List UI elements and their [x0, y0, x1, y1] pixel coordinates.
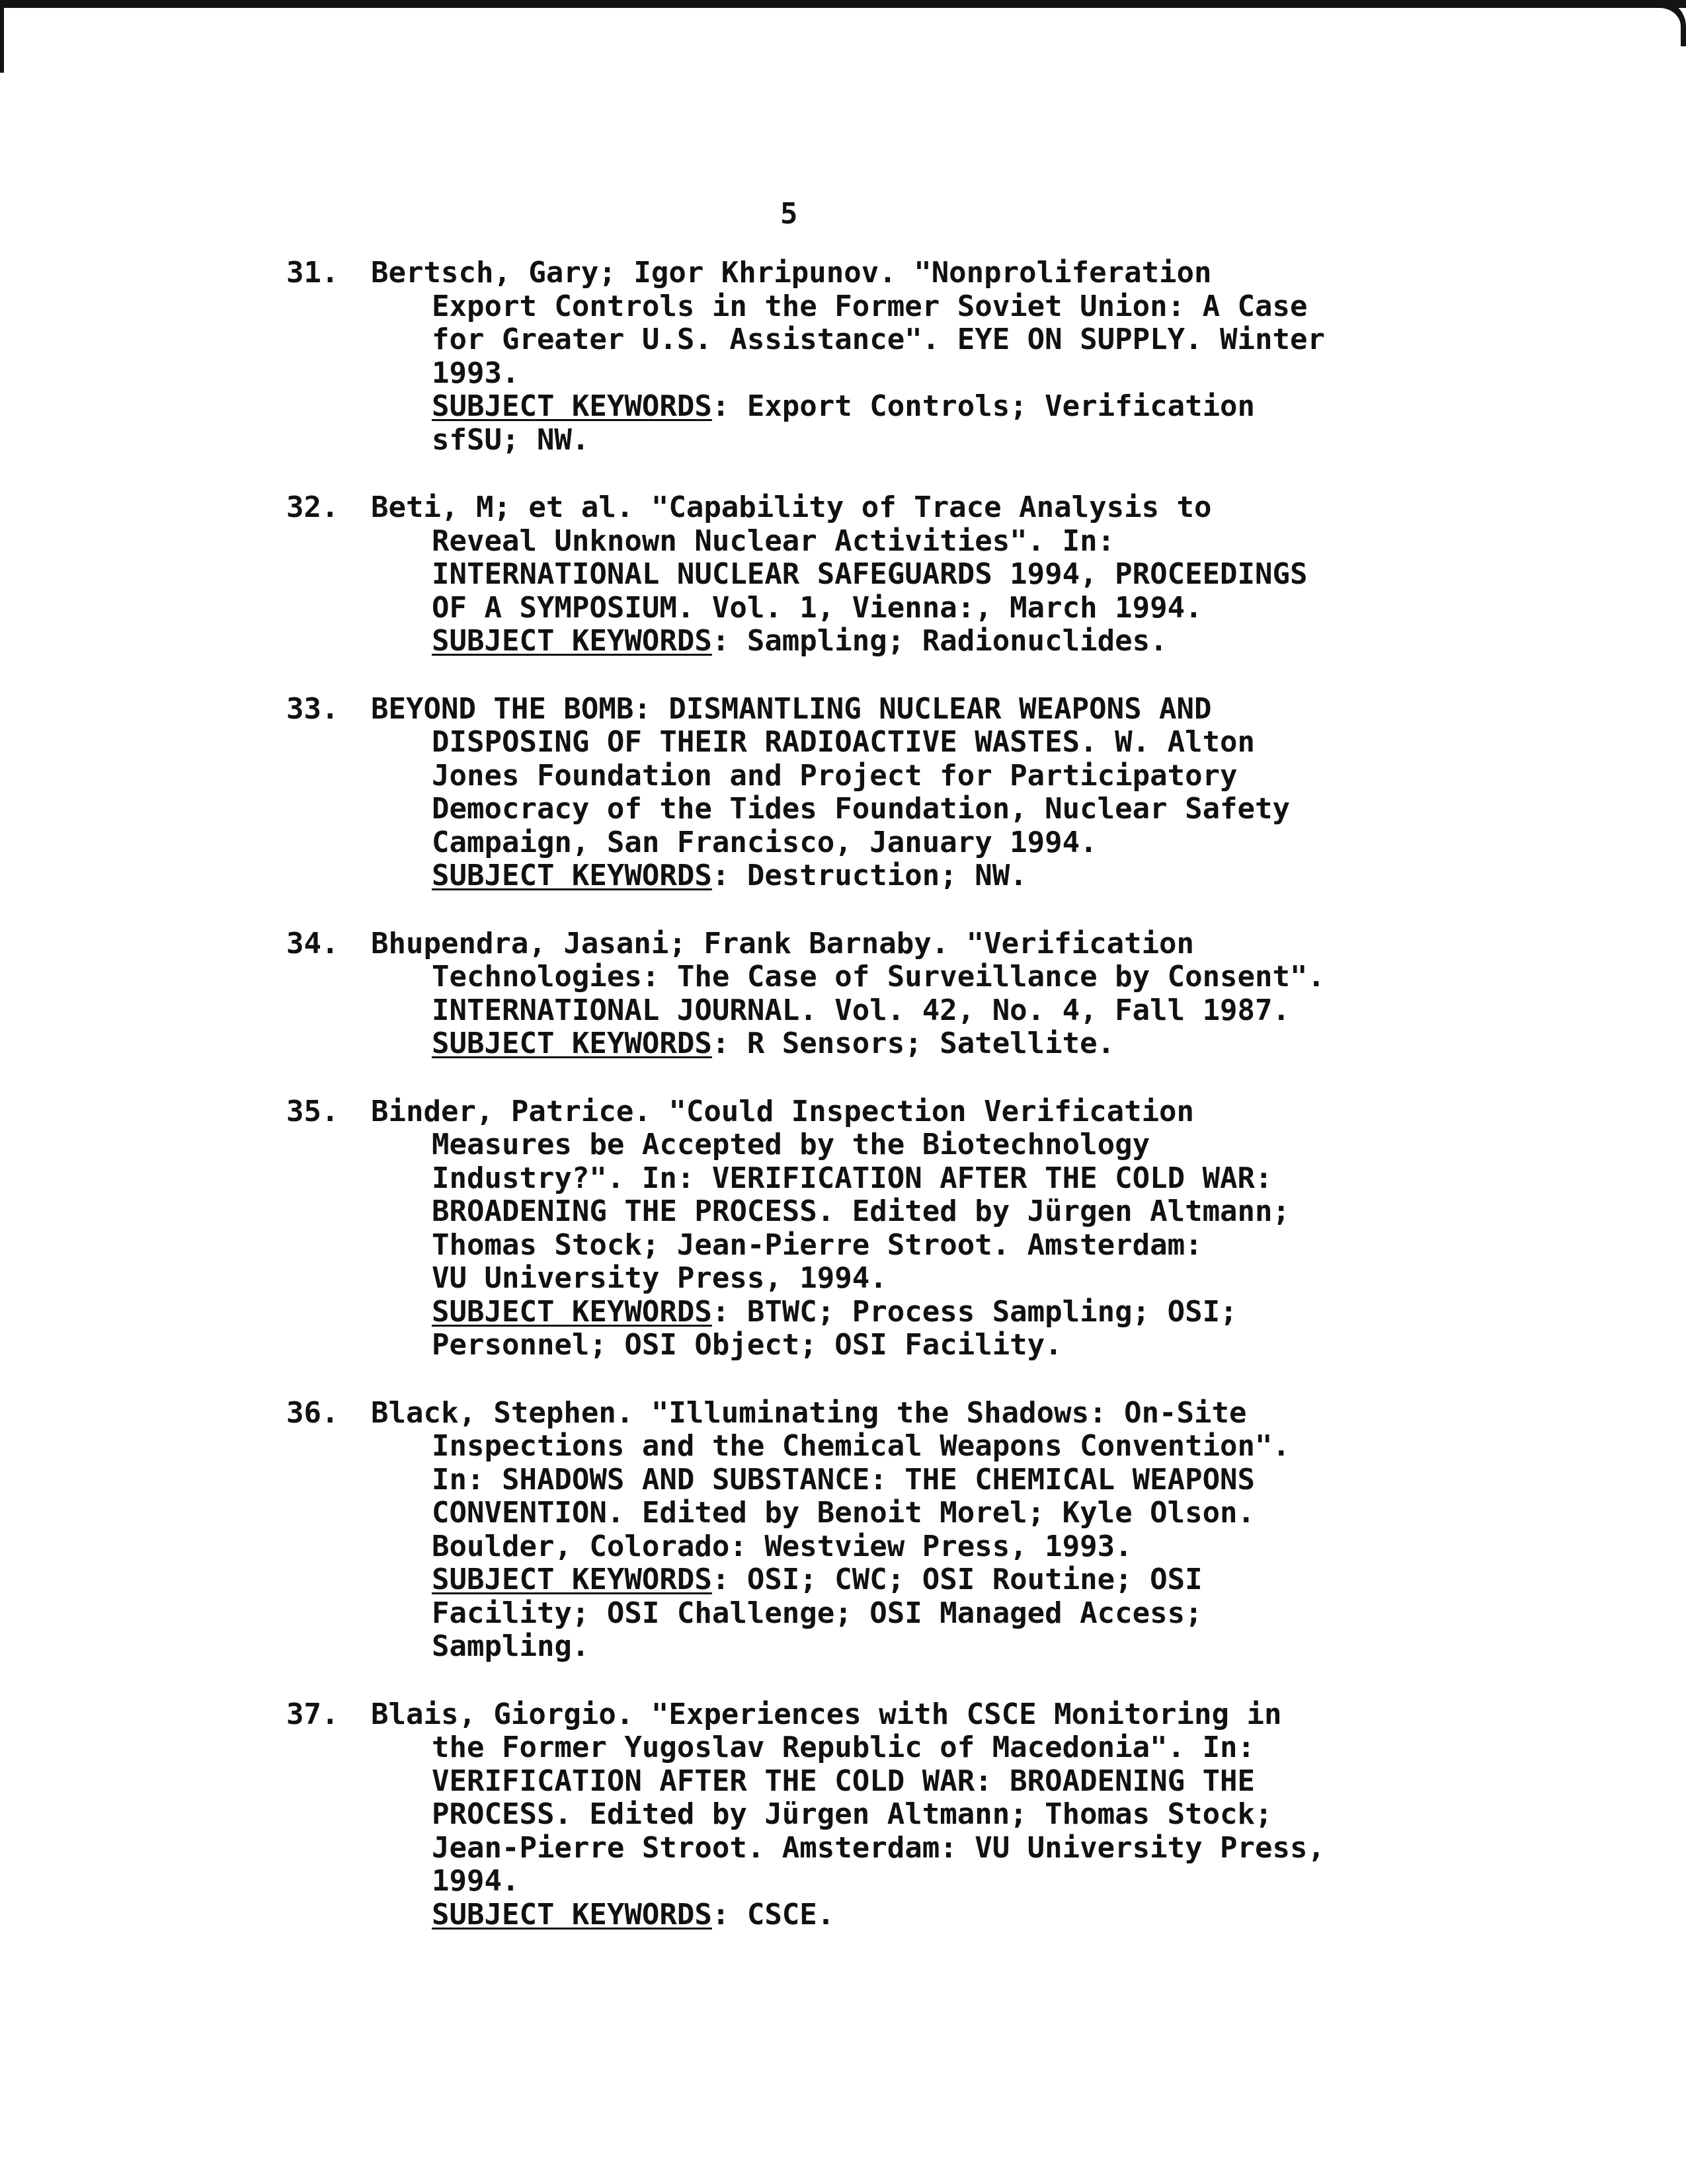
bibliography-list	[286, 256, 1476, 1966]
subject-keywords-continued: Sampling.	[432, 1629, 590, 1663]
entry-line: INTERNATIONAL NUCLEAR SAFEGUARDS 1994, PROCEEDINGS	[432, 557, 1308, 591]
entry-text: BEYOND THE BOMB: DISMANTLING NUCLEAR WEAPONS AND	[371, 691, 1212, 726]
entry-number: 37.	[286, 1697, 339, 1731]
subject-keywords-value: : BTWC; Process Sampling; OSI;	[711, 1294, 1238, 1329]
subject-keywords-value: : CSCE.	[711, 1897, 835, 1931]
bibliography-entry-37	[286, 1698, 1476, 1932]
entry-first-line	[286, 693, 1476, 726]
entry-line: OF A SYMPOSIUM. Vol. 1, Vienna:, March 1994.	[432, 590, 1203, 625]
subject-keywords-label: SUBJECT KEYWORDS	[432, 1294, 712, 1329]
entry-line: Campaign, San Francisco, January 1994.	[432, 825, 1098, 859]
bibliography-entry-35	[286, 1095, 1476, 1362]
page-edge-left	[0, 0, 4, 73]
entry-line: INTERNATIONAL JOURNAL. Vol. 42, No. 4, Fall 1987.	[432, 993, 1291, 1027]
bibliography-entry-33	[286, 693, 1476, 893]
subject-keywords-value: : OSI; CWC; OSI Routine; OSI	[711, 1563, 1203, 1596]
entry-line: PROCESS. Edited by Jürgen Altmann; Thomas Stock;	[432, 1797, 1273, 1831]
subject-keywords	[286, 1296, 1476, 1329]
entry-line: VU University Press, 1994.	[432, 1261, 887, 1295]
entry-number: 35.	[286, 1094, 339, 1128]
entry-line: Boulder, Colorado: Westview Press, 1993.	[432, 1529, 1133, 1563]
entry-first-line	[286, 1698, 1476, 1732]
entry-line: Industry?". In: VERIFICATION AFTER THE COLD WAR:	[432, 1161, 1273, 1195]
entry-line: CONVENTION. Edited by Benoit Morel; Kyle Olson.	[432, 1496, 1256, 1530]
entry-line: BROADENING THE PROCESS. Edited by Jürgen Altmann;	[432, 1194, 1291, 1228]
subject-keywords	[286, 1027, 1476, 1061]
entry-text: Blais, Giorgio. "Experiences with CSCE Monitoring in	[371, 1697, 1282, 1731]
page-edge-top	[0, 0, 1686, 8]
entry-line: Jean-Pierre Stroot. Amsterdam: VU University Press,	[432, 1830, 1326, 1865]
entry-first-line	[286, 1397, 1476, 1430]
subject-keywords	[286, 859, 1476, 893]
entry-line: 1994.	[432, 1864, 520, 1898]
subject-keywords-continued: sfSU; NW.	[432, 422, 590, 457]
entry-text: Bertsch, Gary; Igor Khripunov. "Nonproliferation	[371, 256, 1212, 290]
entry-line: Jones Foundation and Project for Participatory	[432, 758, 1238, 793]
subject-keywords-continued: Facility; OSI Challenge; OSI Managed Access;	[432, 1596, 1203, 1630]
subject-keywords-label: SUBJECT KEYWORDS	[432, 1563, 712, 1596]
subject-keywords-continued: Personnel; OSI Object; OSI Facility.	[432, 1328, 1063, 1362]
subject-keywords	[286, 390, 1476, 424]
entry-line: DISPOSING OF THEIR RADIOACTIVE WASTES. W. Alton	[432, 725, 1256, 759]
entry-line: for Greater U.S. Assistance". EYE ON SUPPLY. Winter	[432, 323, 1326, 356]
bibliography-entry-32	[286, 491, 1476, 658]
entry-number: 34.	[286, 926, 339, 960]
entry-first-line	[286, 927, 1476, 961]
entry-first-line	[286, 1095, 1476, 1129]
entry-line: Measures be Accepted by the Biotechnology	[432, 1128, 1150, 1161]
entry-text: Bhupendra, Jasani; Frank Barnaby. "Verification	[371, 926, 1195, 960]
entry-line: Thomas Stock; Jean-Pierre Stroot. Amsterdam:	[432, 1228, 1203, 1262]
subject-keywords-label: SUBJECT KEYWORDS	[432, 389, 712, 423]
entry-line: VERIFICATION AFTER THE COLD WAR: BROADENING THE	[432, 1764, 1256, 1798]
entry-number: 36.	[286, 1395, 339, 1430]
entry-first-line	[286, 491, 1476, 525]
subject-keywords-value: : Export Controls; Verification	[711, 389, 1256, 423]
subject-keywords-label: SUBJECT KEYWORDS	[432, 624, 712, 658]
entry-text: Black, Stephen. "Illuminating the Shadows: On-Site	[371, 1395, 1247, 1430]
subject-keywords	[286, 1898, 1476, 1932]
entry-number: 32.	[286, 490, 339, 524]
subject-keywords	[286, 625, 1476, 658]
entry-number: 33.	[286, 691, 339, 726]
subject-keywords-value: : Sampling; Radionuclides.	[711, 624, 1168, 658]
subject-keywords-value: : Destruction; NW.	[711, 859, 1027, 892]
entry-line: Reveal Unknown Nuclear Activities". In:	[432, 524, 1115, 558]
entry-text: Beti, M; et al. "Capability of Trace Analysis to	[371, 490, 1212, 524]
entry-number: 31.	[286, 256, 339, 290]
entry-line: the Former Yugoslav Republic of Macedonia". In:	[432, 1731, 1256, 1764]
entry-line: Technologies: The Case of Surveillance by Consent".	[432, 960, 1326, 994]
bibliography-entry-36	[286, 1397, 1476, 1664]
entry-line: Democracy of the Tides Foundation, Nuclear Safety	[432, 792, 1291, 826]
subject-keywords-label: SUBJECT KEYWORDS	[432, 1027, 712, 1060]
entry-text: Binder, Patrice. "Could Inspection Verification	[371, 1094, 1195, 1128]
subject-keywords	[286, 1563, 1476, 1597]
entry-line: Inspections and the Chemical Weapons Convention".	[432, 1429, 1291, 1463]
bibliography-entry-34	[286, 927, 1476, 1061]
entry-line: 1993.	[432, 356, 520, 390]
subject-keywords-label: SUBJECT KEYWORDS	[432, 1897, 712, 1931]
entry-line: In: SHADOWS AND SUBSTANCE: THE CHEMICAL WEAPONS	[432, 1462, 1256, 1497]
subject-keywords-label: SUBJECT KEYWORDS	[432, 859, 712, 892]
entry-first-line	[286, 256, 1476, 290]
page-number: 5	[780, 197, 798, 231]
subject-keywords-value: : R Sensors; Satellite.	[711, 1027, 1115, 1060]
entry-line: Export Controls in the Former Soviet Union: A Case	[432, 289, 1308, 323]
bibliography-entry-31	[286, 256, 1476, 457]
